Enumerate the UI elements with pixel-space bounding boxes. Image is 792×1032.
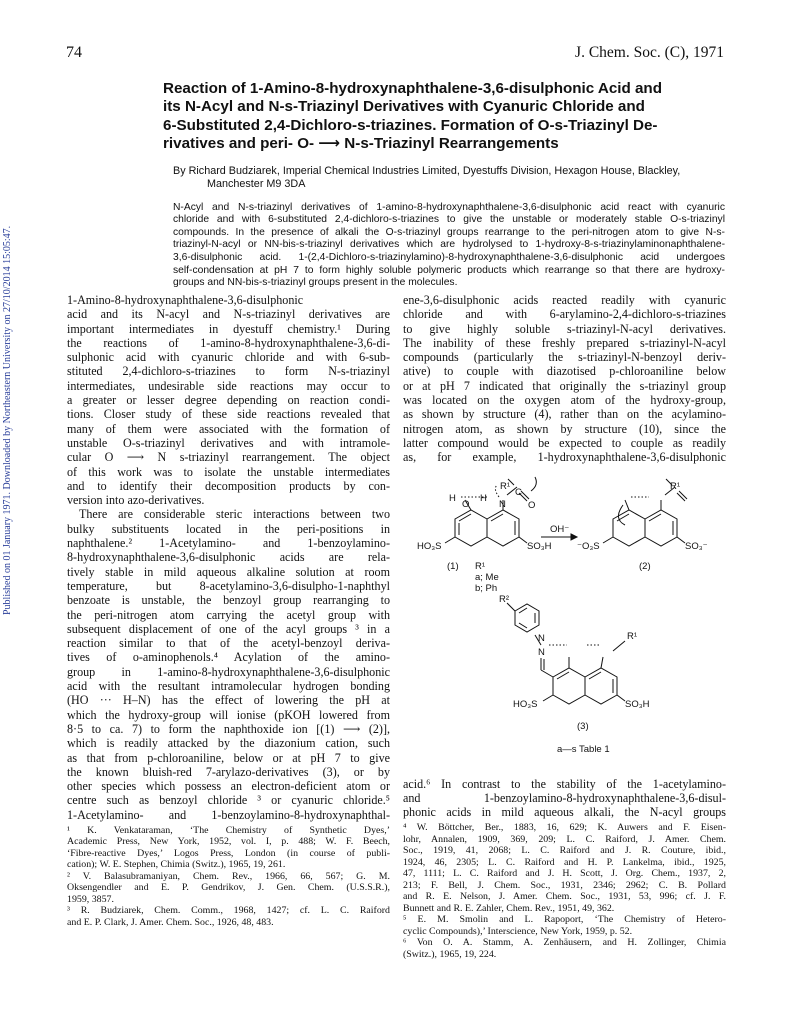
footnote-line: ⁵ E. M. Smolin and L. Rapoport, ‘The Chemistry of Hetero- [403,914,726,926]
text-line: the peri-nitrogen atom carrying the acetyl group with [67,607,390,622]
o-atom: O [528,499,536,511]
download-watermark: Published on 01 January 1971. Downloaded by Northeastern University on 27/10/2014 15:05:47. [2,225,13,615]
text-line: other species which possess an electron-deficient atom or [67,779,390,794]
sulpho-group: SO₃⁻ [685,540,708,552]
footnote-line: cation); W. E. Stephen, Chimia (Switz.), 1965, 19, 261. [67,859,286,871]
reaction-scheme [403,473,726,769]
text-line: which is readily attacked by the diazonium cation, such [67,736,390,751]
h-atom: H [449,492,456,504]
text-line: version into azo-derivatives. [67,493,205,508]
abstract-line: triazinyl-N-acyl or NN-bis-s-triazinyl derivatives which are hydrolysed to 1-hydroxy-8-s-triazinylaminonaphthalene- [173,239,725,251]
compound-label: (2) [639,560,651,572]
text-line: temperature, but 8-acetylamino-3,6-disulpho-1-naphthyl [67,578,390,593]
ring [487,510,519,546]
paragraph [67,293,390,507]
footnote-line: lohr, Annalen, 1909, 369, 209; L. C. Raiford, J. Amer. Chem. [403,833,726,845]
author-affiliation [163,165,725,191]
title-block [163,80,725,290]
footnote-line: ² V. Balasubramaniyan, Chem. Rev., 1966, 66, 567; G. M. [67,870,390,882]
reagent-label: OH⁻ [550,523,570,535]
ring [455,510,487,546]
substituent-label: R¹ [475,560,486,572]
text-line: the known bluish-red 7-arylazo-derivatives (3), or by [67,764,390,779]
r1-label: R¹ [500,480,511,492]
text-line: many of them were associated with the formation of [67,421,390,436]
sulpho-group: SO₃H [625,698,650,710]
footnotes [403,822,726,960]
text-line: phonic acids in mild aqueous alkali, the N-acyl groups [403,805,726,820]
text-line: important intermediates in dyestuff chemistry.¹ During [67,321,390,336]
footnote-line: and R. E. Nelson, J. Amer. Chem. Soc., 1931, 53, 996; cf. J. F. [403,891,726,903]
text-line: and 1-benzoylamino-8-hydroxynaphthalene-3,6-disul- [403,790,726,805]
text-line: 1-Amino-8-hydroxynaphthalene-3,6-disulphonic [67,293,304,307]
abstract-line: groups and NN-bis-s-triazinyl groups present in the molecules. [173,277,458,289]
text-line: bulky substituents located in the peri-positions in [67,521,390,536]
substituent-label: b; Ph [475,582,498,594]
footnote-line: ⁶ Von O. A. Stamm, A. Zenhäusern, and H. Zollinger, Chimia [403,937,726,949]
text-line: the reactions of 1-amino-8-hydroxynaphthalene-3,6-di- [67,335,390,350]
title-line: its N-Acyl and N-s-Triazinyl Derivatives with Cyanuric Chloride and [163,98,645,116]
text-line: sulphonic acid with cyanuric chloride and with 6-sub- [67,350,390,365]
text-line: cular O ⟶ N s-triazinyl rearrangement. The object [67,450,390,465]
text-line: group in 1-amino-8-hydroxynaphthalene-3,6-disulphonic [67,664,390,679]
text-line: centre such as benzoyl chloride ³ or cyanuric chloride.⁵ [67,793,390,808]
text-line: naphthalene.² 1-Acetylamino- and 1-benzoylamino- [67,536,390,551]
text-line: reaction similar to that of the acetyl-benzoyl deriva- [67,636,390,651]
footnote-line: 47, 1111; L. C. Raiford and J. H. Scott, J. Org. Chem., 1937, 2, [403,868,726,880]
footnote-line: cyclic Compounds),’ Interscience, New York, 1959, p. 52. [403,925,633,937]
compound-label: (3) [577,720,589,732]
footnote-line: Bunnett and R. E. Zahler, Chem. Rev., 1951, 49, 362. [403,902,615,914]
h-atom: H [480,492,487,504]
scheme-drawing [403,473,726,769]
footnote-line: Oksengendler and E. P. Gendrikov, J. Gen. Chem. (U.S.S.R.), [67,882,390,894]
text-line: compounds (particularly the s-triazinyl-N-benzoyl deriv- [403,350,726,365]
text-line: (HO ··· H–N) has the effect of lowering the pH at [67,693,390,708]
text-line: which the hydroxy-group will ionise (pKOH lowered from [67,707,390,722]
text-line: as shown by structure (4), rather than on the acylamino- [403,407,726,422]
text-line: a greater or lesser degree depending on reaction condi- [67,393,390,408]
text-line: benzoate is unstable, the benzoyl group rearranging to [67,593,390,608]
left-column [67,293,390,928]
author-line: By Richard Budziarek, Imperial Chemical Industries Limited, Dyestuffs Division, Hexagon House, Blackley, [173,164,681,177]
text-line: nitrogen atom, as shown by structure (10), since the [403,421,726,436]
footnote-line: ³ R. Budziarek, Chem. Comm., 1968, 1427; cf. L. C. Raiford [67,905,390,917]
text-line: of this work was to isolate the unstable intermediates [67,464,390,479]
c-atom: C [515,486,522,498]
text-line: chloride and with 6-arylamino-2,4-dichloro-s-triazines [403,307,726,322]
title-line: 6-Substituted 2,4-Dichloro-s-triazines. Formation of O-s-Triazinyl De- [163,116,658,134]
r1-label: R¹ [627,630,638,642]
text-line: as that from p-chloroaniline, below or at pH 7 to give [67,750,390,765]
text-line: unstable O-s-triazinyl derivatives and with intramole- [67,435,390,450]
r2-label: R² [499,593,510,605]
text-line: ative) to couple with diazotised p-chloroaniline below [403,364,726,379]
abstract-line: 3,6-disulphonic acid. 1-(2,4-Dichloro-s-triazinylamino)-8-hydroxynaphthalene-3,6-disulphonic acid undergoes [173,252,725,263]
text-line: as, for example, 1-hydroxynaphthalene-3,6-disulphonic [403,450,726,465]
abstract-line: compounds. In the presence of alkali the O-s-triazinyl groups rearrange to the peri-nitrogen atom to give N-s- [173,226,725,238]
compound-label: (1) [447,560,459,572]
abstract-line: N-Acyl and N-s-triazinyl derivatives of 1-amino-8-hydroxynaphthalene-3,6-disulphonic acid react with cyanuric [173,201,725,213]
page-number: 74 [66,44,82,61]
sulpho-group: SO₃H [527,540,552,552]
text-line: ene-3,6-disulphonic acids reacted readily with cyanuric [403,293,726,307]
text-line: There are considerable steric interactions between two [79,507,390,522]
abstract [163,202,725,290]
author-line: Manchester M9 3DA [207,177,306,190]
substituent-label: a; Me [475,571,499,583]
text-line: latter compound would be expected to couple as readily [403,435,726,450]
text-line: was located on the oxygen atom of the hydroxy-group, [403,393,726,408]
footnote-line: 213; F. Bell, J. Chem. Soc., 1931, 2346; 2962; C. B. Pollard [403,879,726,891]
paragraph [403,777,726,820]
text-line: to give highly soluble s-triazinyl-N-acyl derivatives. [403,321,726,336]
text-line: The inability of these freshly prepared s-triazinyl-N-acyl [403,335,726,350]
footnotes [67,825,390,929]
text-line: tives of o-aminophenols.⁴ Acylation of the amino- [67,650,390,665]
text-line: 1-Acetylamino- and 1-benzoylamino-8-hydroxynaphthal- [67,807,390,822]
footnote-line: 1959, 3857. [67,893,114,905]
footnote-line: ‘Fibre-reactive Dyes,’ Logos Press, London (in course of publi- [67,847,390,859]
sulpho-group: HO₃S [513,698,538,710]
text-line: tively stable in mild aqueous alkaline solution at room [67,564,390,579]
footnote-line: Soc., 1919, 41, 2068; L. C. Raiford and J. R. Couture, ibid., [403,845,726,857]
footnote-line: ⁴ W. Böttcher, Ber., 1883, 16, 629; K. Auwers and F. Eisen- [403,822,726,834]
footnote-line: and E. P. Clark, J. Amer. Chem. Soc., 1926, 48, 483. [67,916,274,928]
sulpho-group: ⁻O₃S [577,540,600,552]
footnote-line: 1924, 46, 2305; L. C. Raiford and H. P. Lankelma, ibid., 1925, [403,856,726,868]
text-line: or at pH 7 indicated that originally the s-triazinyl group [403,378,726,393]
right-column [403,293,726,960]
text-line: tions. Closer study of these side reactions revealed that [67,407,390,422]
text-line: and to identify their decomposition products by con- [67,478,390,493]
text-line: stituted 2,4-dichloro-s-triazines to form N-s-triazinyl [67,364,390,379]
footnote-line: ¹ K. Venkataraman, ‘The Chemistry of Synthetic Dyes,’ [67,824,390,836]
sulpho-group: HO₃S [417,540,442,552]
abstract-line: chloride and with 6-substituted 2,4-dichloro-s-triazines to give the unstable or moderately stable O-s-triazinyl [173,214,725,226]
journal-running-head: J. Chem. Soc. (C), 1971 [575,44,724,61]
text-line: 8·5 to ca. 7) to form the naphthoxide ion [(1) ⟶ (2)], [67,721,390,736]
text-line: acid and its N-acyl and N-s-triazinyl derivatives are [67,307,390,322]
text-line: acid with the resultant intramolecular hydrogen bonding [67,679,390,694]
azo-n: N [538,632,545,644]
azo-n: N [538,646,545,658]
text-line: acid.⁶ In contrast to the stability of the 1-acetylamino- [403,776,726,791]
text-line: intermediates, undesirable side reactions may occur to [67,378,390,393]
o-atom: O [462,498,470,510]
text-line: subsequent displacement of one of the acyl groups ³ in a [67,621,390,636]
abstract-line: self-condensation at pH 7 to form highly soluble polymeric products which rearrange so that there are hydroxy- [173,264,725,276]
paragraph [67,507,390,822]
paragraph [403,293,726,465]
r1-label: R¹ [670,480,681,492]
table-reference: a—s Table 1 [557,743,610,755]
footnote-line: (Switz.), 1965, 19, 224. [403,948,497,960]
footnote-line: Academic Press, New York, 1952, vol. I, p. 488; W. F. Beech, [67,836,390,848]
text-line: 8-hydroxynaphthalene-3,6-disulphonic acids are rela- [67,550,390,565]
article-title [163,80,725,154]
title-line: Reaction of 1-Amino-8-hydroxynaphthalene-3,6-disulphonic Acid and [163,80,662,97]
n-atom: N [499,498,506,510]
title-line: rivatives and peri- O- ⟶ N-s-Triazinyl Rearrangements [163,135,559,153]
